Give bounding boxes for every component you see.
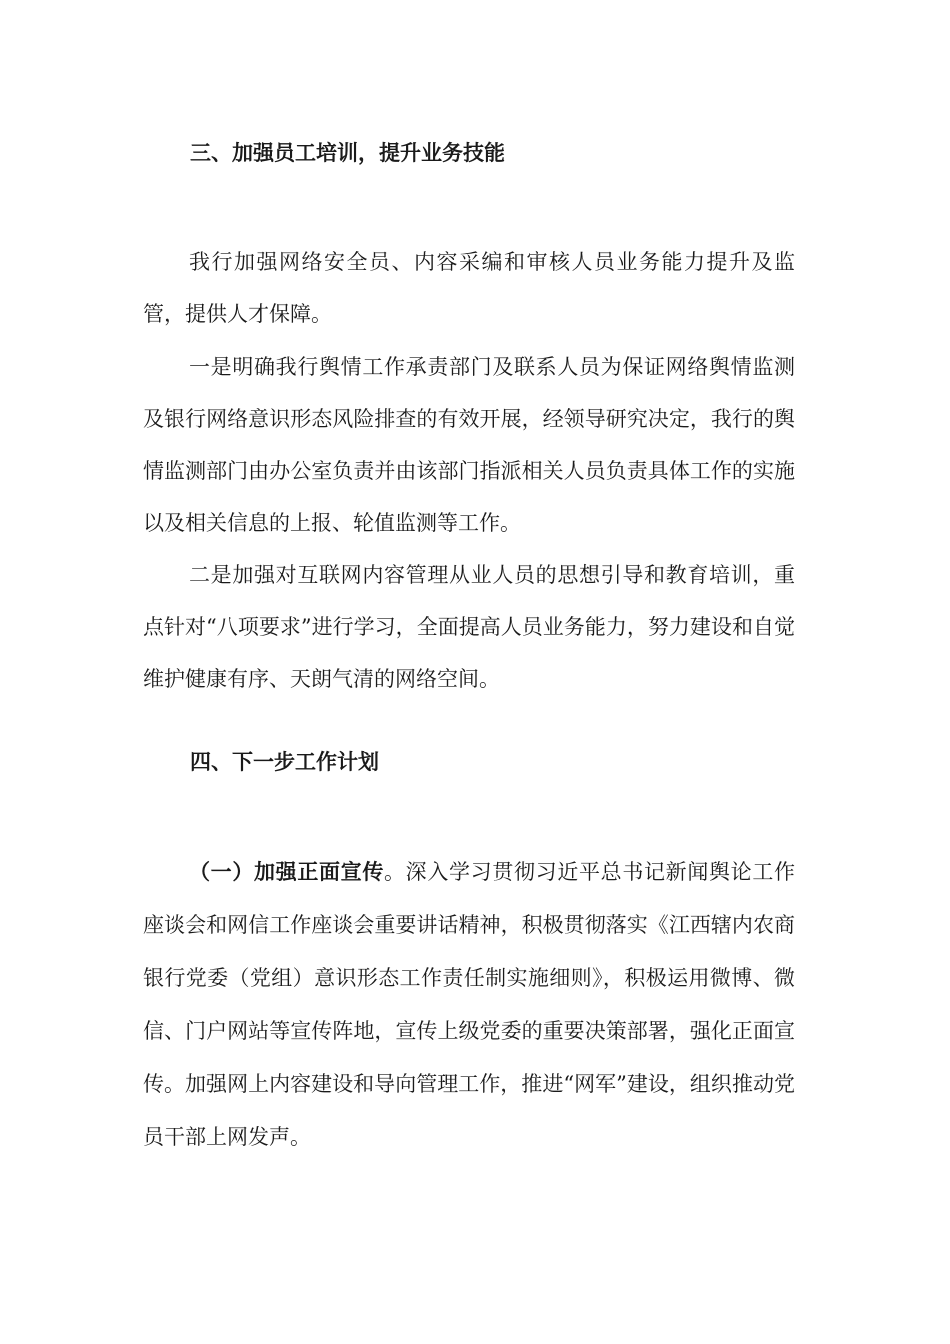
section-3-item-1-paragraph: 一是明确我行舆情工作承责部门及联系人员为保证网络舆情监测及银行网络意识形态风险排查的有效开展，经领导研究决定，我行的舆情监测部门由办公室负责并由该部门指派相关人员负责具体工作的实施以及相关信息的上报、轮值监测等工作。 bbox=[143, 355, 795, 535]
section-3-intro-paragraph: 我行加强网络安全员、内容采编和审核人员业务能力提升及监管，提供人才保障。 bbox=[143, 250, 795, 326]
section-4-item-1-lead: （一）加强正面宣传 bbox=[189, 860, 384, 884]
section-4-heading: 四、下一步工作计划 bbox=[190, 750, 379, 774]
section-3-heading: 三、加强员工培训，提升业务技能 bbox=[190, 141, 505, 165]
section-4-item-1-body: 。深入学习贯彻习近平总书记新闻舆论工作座谈会和网信工作座谈会重要讲话精神，积极贯彻落实《江西辖内农商银行党委（党组）意识形态工作责任制实施细则》，积极运用微博、微信、门户网站等宣传阵地，宣传上级党委的重要决策部署，强化正面宣传。加强网上内容建设和导向管理工作，推进“网军”建设，组织推动党员干部上网发声。 bbox=[143, 860, 795, 1149]
section-4-item-1-paragraph bbox=[143, 846, 795, 1164]
section-3-item-2-paragraph: 二是加强对互联网内容管理从业人员的思想引导和教育培训，重点针对“八项要求”进行学习，全面提高人员业务能力，努力建设和自觉维护健康有序、天朗气清的网络空间。 bbox=[143, 563, 795, 691]
